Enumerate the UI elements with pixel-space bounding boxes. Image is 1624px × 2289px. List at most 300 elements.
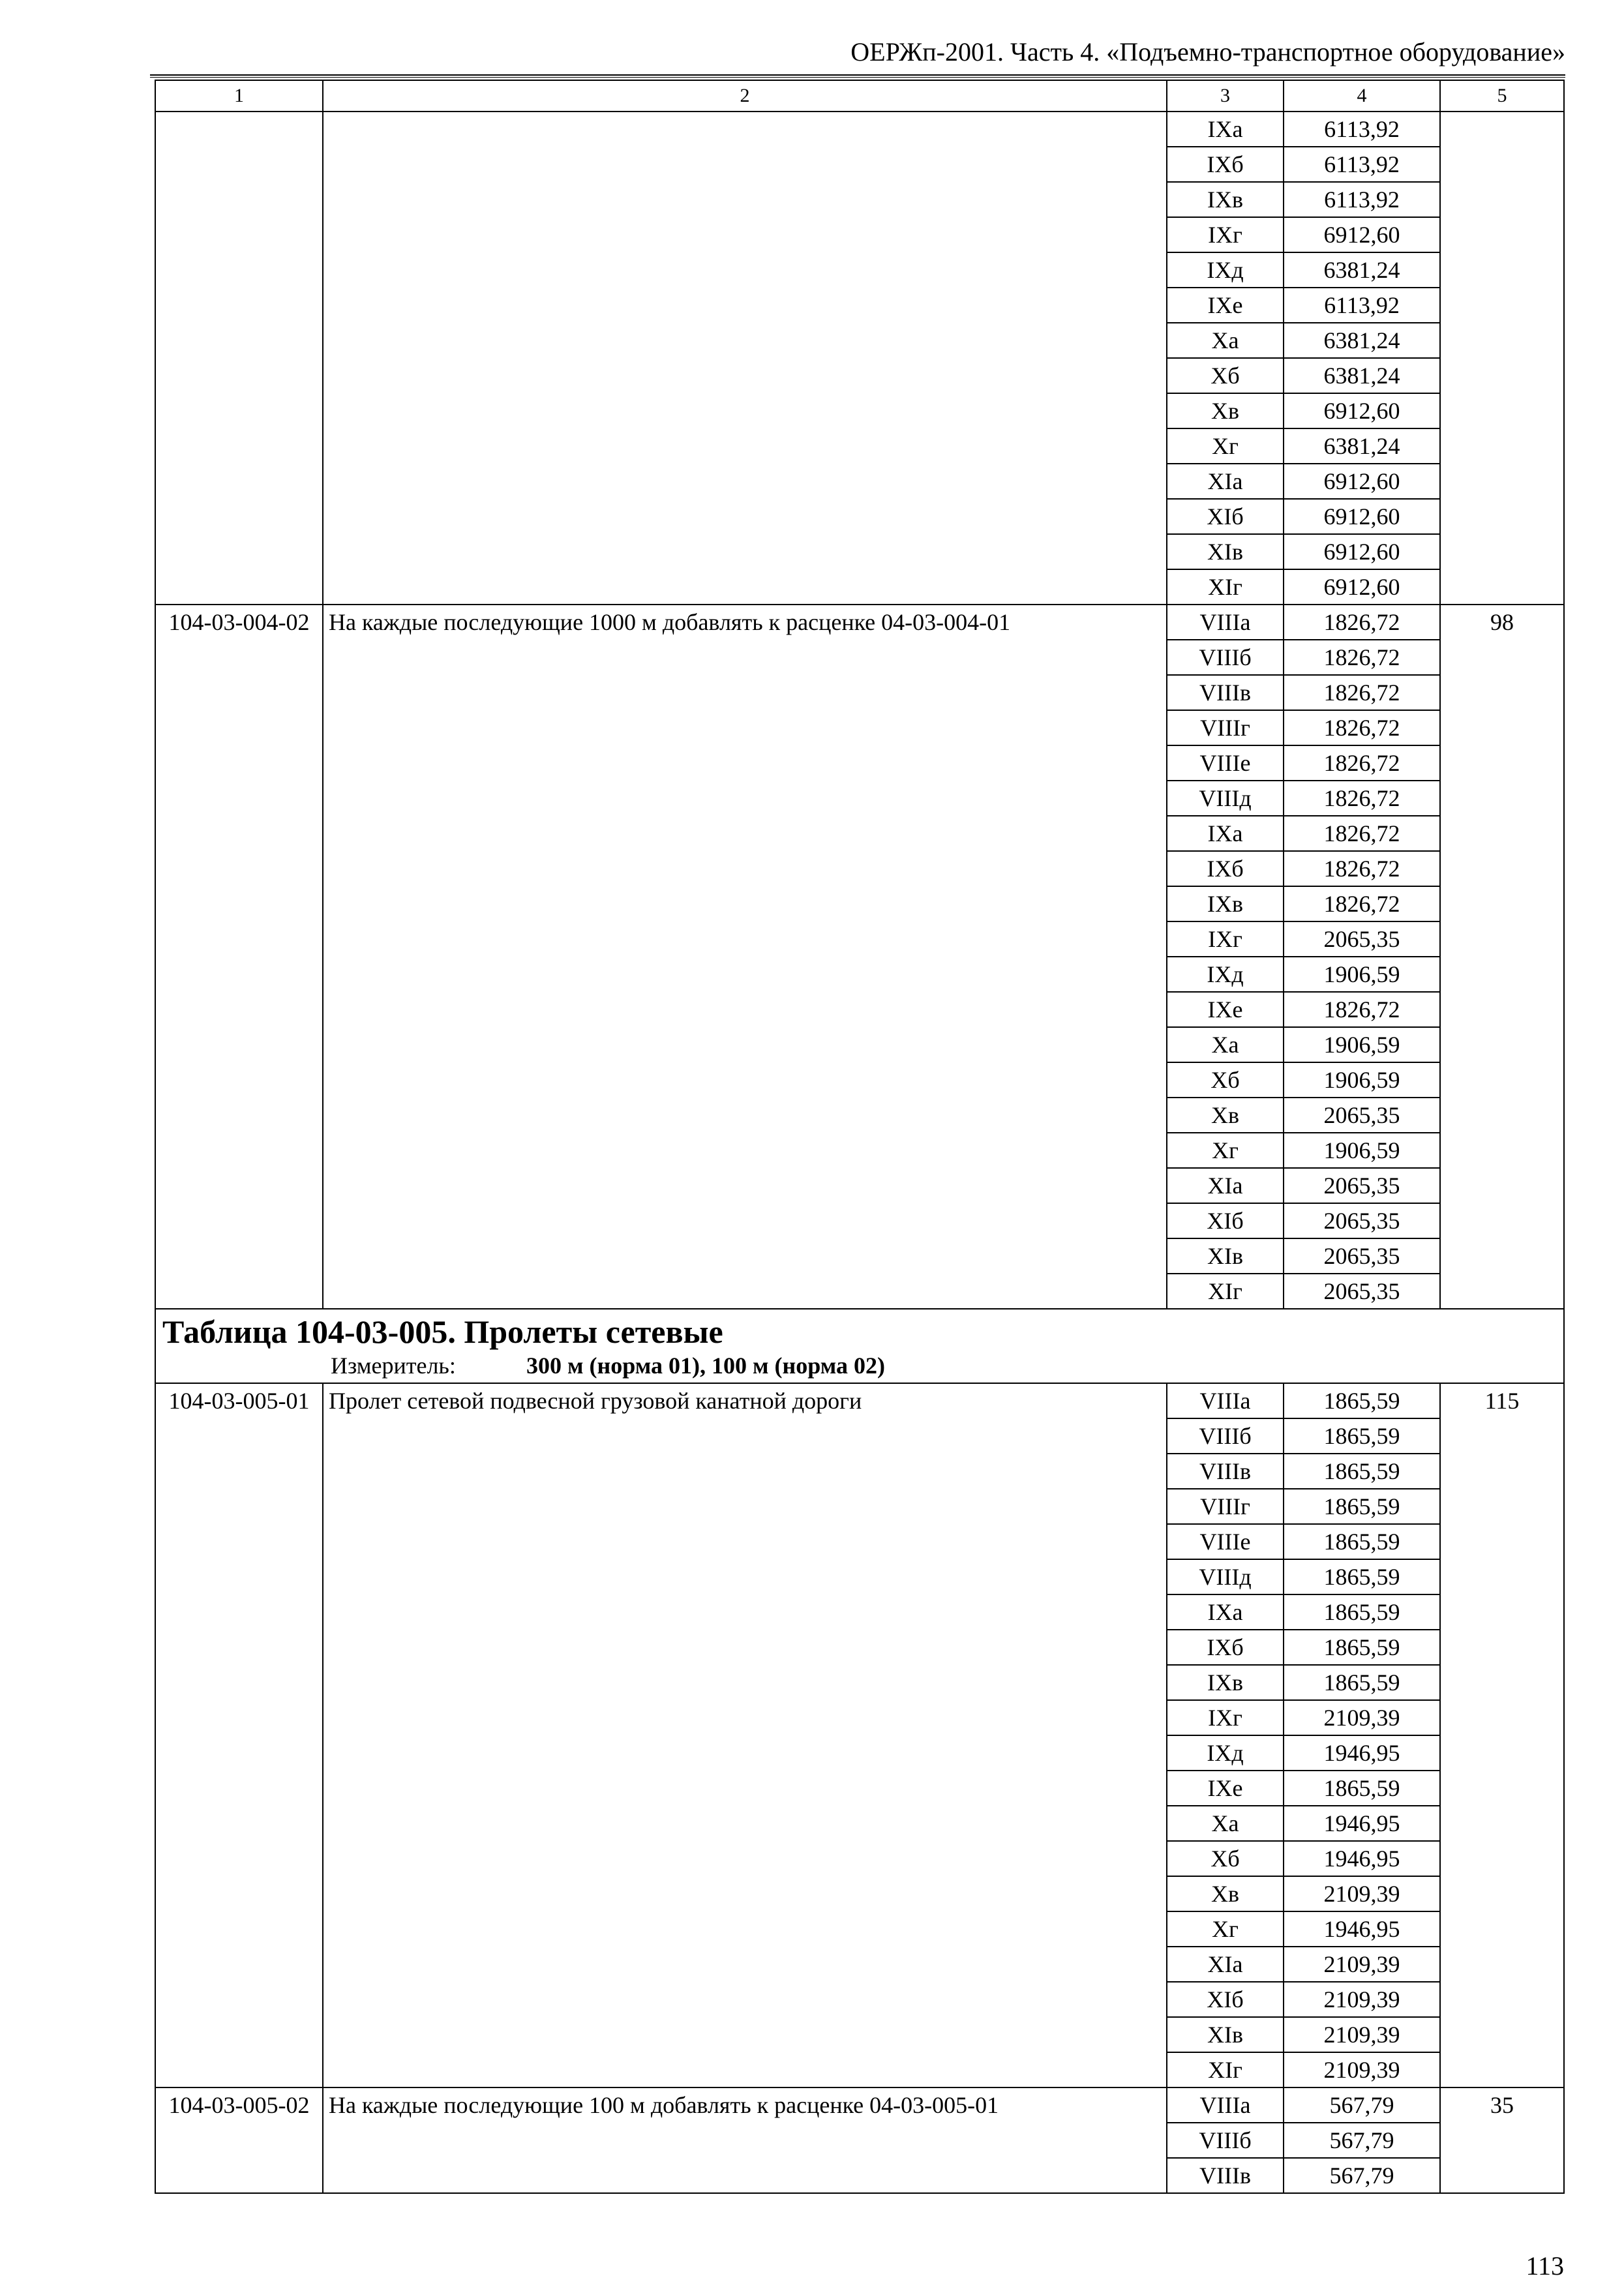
price-cell: 6381,24: [1284, 428, 1440, 464]
rate-description-cell: [323, 288, 1167, 323]
rate-code-cell: [155, 1700, 323, 1735]
rate-code-cell: [155, 1168, 323, 1203]
rate-description-cell: [323, 1559, 1167, 1594]
rate-code-cell: [155, 2123, 323, 2158]
table-row: [155, 1594, 1564, 1630]
norm-number-cell: 115: [1440, 1383, 1564, 1418]
rates-table-body: [155, 80, 1564, 2193]
category-cell: VIIIа: [1167, 1383, 1284, 1418]
rate-description-cell: Пролет сетевой подвесной грузовой канатной дороги: [323, 1383, 1167, 1418]
rate-description-cell: [323, 1630, 1167, 1665]
table-row: [155, 992, 1564, 1027]
rate-description-cell: [323, 1238, 1167, 1274]
rate-description-cell: [323, 710, 1167, 745]
rate-description-cell: [323, 1418, 1167, 1454]
table-row: [155, 1098, 1564, 1133]
norm-number-cell: [1440, 1982, 1564, 2017]
rate-code-cell: [155, 428, 323, 464]
table-row: [155, 252, 1564, 288]
norm-number-cell: [1440, 1630, 1564, 1665]
category-cell: IXг: [1167, 217, 1284, 252]
category-cell: VIIIе: [1167, 1524, 1284, 1559]
table-row: [155, 534, 1564, 569]
category-cell: IXа: [1167, 112, 1284, 147]
category-cell: VIIIг: [1167, 710, 1284, 745]
price-cell: 1865,59: [1284, 1594, 1440, 1630]
norm-number-cell: [1440, 1559, 1564, 1594]
category-cell: VIIIд: [1167, 1559, 1284, 1594]
price-cell: 6113,92: [1284, 112, 1440, 147]
norm-number-cell: 35: [1440, 2087, 1564, 2123]
price-cell: 6381,24: [1284, 358, 1440, 393]
category-cell: Xг: [1167, 1133, 1284, 1168]
rate-description-cell: [323, 992, 1167, 1027]
rate-code-cell: [155, 1982, 323, 2017]
rate-code-cell: [155, 1911, 323, 1947]
rate-code-cell: [155, 816, 323, 851]
rate-description-cell: [323, 1841, 1167, 1876]
norm-number-cell: [1440, 886, 1564, 921]
price-cell: 2065,35: [1284, 1238, 1440, 1274]
category-cell: Xб: [1167, 1841, 1284, 1876]
rate-description-cell: [323, 957, 1167, 992]
category-cell: VIIIб: [1167, 640, 1284, 675]
rate-description-cell: [323, 675, 1167, 710]
price-cell: 1865,59: [1284, 1630, 1440, 1665]
rate-code-cell: [155, 182, 323, 217]
rate-code-cell: [155, 1630, 323, 1665]
rate-code-cell: [155, 745, 323, 781]
category-cell: Xб: [1167, 1062, 1284, 1098]
price-cell: 2109,39: [1284, 2017, 1440, 2052]
rate-description-cell: [323, 1735, 1167, 1771]
price-cell: 1946,95: [1284, 1806, 1440, 1841]
category-cell: VIIIб: [1167, 1418, 1284, 1454]
table-row: [155, 569, 1564, 605]
category-cell: XIг: [1167, 1274, 1284, 1309]
category-cell: Xа: [1167, 1806, 1284, 1841]
rate-code-cell: [155, 464, 323, 499]
norm-number-cell: [1440, 851, 1564, 886]
rate-description-cell: [323, 1771, 1167, 1806]
price-cell: 6912,60: [1284, 534, 1440, 569]
table-row: [155, 957, 1564, 992]
rate-code-cell: [155, 1203, 323, 1238]
category-cell: XIг: [1167, 2052, 1284, 2087]
category-cell: VIIIа: [1167, 2087, 1284, 2123]
norm-number-cell: [1440, 1203, 1564, 1238]
table-row: [155, 1771, 1564, 1806]
rate-code-cell: [155, 217, 323, 252]
price-cell: 1826,72: [1284, 640, 1440, 675]
section-meter: [162, 1351, 1557, 1380]
norm-number-cell: [1440, 1841, 1564, 1876]
category-cell: IXа: [1167, 816, 1284, 851]
price-cell: 1946,95: [1284, 1841, 1440, 1876]
table-row: [155, 1806, 1564, 1841]
rate-code-cell: [155, 147, 323, 182]
rate-code-cell: [155, 1559, 323, 1594]
table-row: [155, 1524, 1564, 1559]
rate-description-cell: [323, 1454, 1167, 1489]
norm-number-cell: [1440, 1274, 1564, 1309]
table-row: [155, 182, 1564, 217]
table-row: [155, 147, 1564, 182]
norm-number-cell: [1440, 393, 1564, 428]
rate-description-cell: [323, 112, 1167, 147]
norm-number-cell: [1440, 992, 1564, 1027]
rate-code-cell: [155, 393, 323, 428]
price-cell: 6912,60: [1284, 499, 1440, 534]
rate-description-cell: [323, 816, 1167, 851]
price-cell: 1826,72: [1284, 675, 1440, 710]
price-cell: 2065,35: [1284, 1168, 1440, 1203]
price-cell: 2065,35: [1284, 921, 1440, 957]
norm-number-cell: [1440, 358, 1564, 393]
rate-code-cell: [155, 1098, 323, 1133]
norm-number-cell: [1440, 1947, 1564, 1982]
rate-description-cell: [323, 464, 1167, 499]
norm-number-cell: [1440, 2123, 1564, 2158]
norm-number-cell: [1440, 675, 1564, 710]
price-cell: 2065,35: [1284, 1203, 1440, 1238]
norm-number-cell: [1440, 2017, 1564, 2052]
rate-description-cell: [323, 499, 1167, 534]
rate-description-cell: [323, 147, 1167, 182]
rate-description-cell: [323, 1982, 1167, 2017]
norm-number-cell: [1440, 499, 1564, 534]
rate-description-cell: [323, 745, 1167, 781]
table-row: [155, 2017, 1564, 2052]
rate-description-cell: [323, 2123, 1167, 2158]
category-cell: IXв: [1167, 1665, 1284, 1700]
norm-number-cell: [1440, 112, 1564, 147]
category-cell: IXе: [1167, 288, 1284, 323]
rate-code-cell: [155, 499, 323, 534]
rate-code-cell: [155, 781, 323, 816]
category-cell: IXе: [1167, 1771, 1284, 1806]
table-row: [155, 1630, 1564, 1665]
table-row: [155, 886, 1564, 921]
rate-code-cell: [155, 1665, 323, 1700]
table-row: [155, 1700, 1564, 1735]
table-row: [155, 288, 1564, 323]
table-row: [155, 710, 1564, 745]
price-cell: 1826,72: [1284, 745, 1440, 781]
rate-description-cell: [323, 851, 1167, 886]
category-cell: XIб: [1167, 1203, 1284, 1238]
price-cell: 1865,59: [1284, 1489, 1440, 1524]
table-row: [155, 1133, 1564, 1168]
table-row: [155, 112, 1564, 147]
rate-code-cell: [155, 1062, 323, 1098]
rate-code-cell: [155, 569, 323, 605]
rate-description-cell: [323, 2158, 1167, 2193]
category-cell: Xа: [1167, 1027, 1284, 1062]
table-row: [155, 1947, 1564, 1982]
rate-code-cell: [155, 2158, 323, 2193]
price-cell: 1826,72: [1284, 781, 1440, 816]
rate-description-cell: [323, 182, 1167, 217]
rate-description-cell: [323, 640, 1167, 675]
category-cell: Xг: [1167, 1911, 1284, 1947]
norm-number-cell: [1440, 1098, 1564, 1133]
category-cell: VIIIв: [1167, 675, 1284, 710]
price-cell: 1826,72: [1284, 710, 1440, 745]
price-cell: 6912,60: [1284, 569, 1440, 605]
rate-description-cell: [323, 252, 1167, 288]
section-title: Таблица 104-03-005. Пролеты сетевые: [162, 1313, 723, 1350]
price-cell: 2109,39: [1284, 1982, 1440, 2017]
table-row: [155, 605, 1564, 640]
rate-description-cell: [323, 1168, 1167, 1203]
table-row: [155, 1841, 1564, 1876]
price-cell: 567,79: [1284, 2158, 1440, 2193]
page-number: 113: [1526, 2251, 1564, 2281]
table-row: [155, 851, 1564, 886]
category-cell: VIIIд: [1167, 781, 1284, 816]
rate-code-cell: [155, 252, 323, 288]
norm-number-cell: [1440, 2052, 1564, 2087]
norm-number-cell: [1440, 1489, 1564, 1524]
price-cell: 2109,39: [1284, 2052, 1440, 2087]
rate-code-cell: 104-03-005-02: [155, 2087, 323, 2123]
rate-code-cell: [155, 288, 323, 323]
price-cell: 6912,60: [1284, 217, 1440, 252]
column-number: 2: [323, 80, 1167, 112]
price-cell: 6113,92: [1284, 182, 1440, 217]
category-cell: VIIIв: [1167, 2158, 1284, 2193]
norm-number-cell: [1440, 1876, 1564, 1911]
price-cell: 1946,95: [1284, 1911, 1440, 1947]
price-cell: 1865,59: [1284, 1559, 1440, 1594]
rate-description-cell: На каждые последующие 100 м добавлять к расценке 04-03-005-01: [323, 2087, 1167, 2123]
column-number-row: [155, 80, 1564, 112]
rate-description-cell: [323, 569, 1167, 605]
table-row: [155, 1876, 1564, 1911]
price-cell: 2109,39: [1284, 1947, 1440, 1982]
category-cell: Xг: [1167, 428, 1284, 464]
category-cell: IXг: [1167, 921, 1284, 957]
category-cell: XIб: [1167, 1982, 1284, 2017]
price-cell: 1946,95: [1284, 1735, 1440, 1771]
price-cell: 1826,72: [1284, 816, 1440, 851]
norm-number-cell: [1440, 1911, 1564, 1947]
table-row: [155, 921, 1564, 957]
rate-description-cell: На каждые последующие 1000 м добавлять к расценке 04-03-004-01: [323, 605, 1167, 640]
table-row: [155, 393, 1564, 428]
rate-code-cell: 104-03-005-01: [155, 1383, 323, 1418]
price-cell: 1906,59: [1284, 1062, 1440, 1098]
table-row: [155, 464, 1564, 499]
norm-number-cell: [1440, 1771, 1564, 1806]
category-cell: IXд: [1167, 1735, 1284, 1771]
price-cell: 1865,59: [1284, 1665, 1440, 1700]
table-row: [155, 640, 1564, 675]
table-row: [155, 675, 1564, 710]
norm-number-cell: [1440, 288, 1564, 323]
norm-number-cell: [1440, 1594, 1564, 1630]
rate-code-cell: [155, 1238, 323, 1274]
norm-number-cell: [1440, 816, 1564, 851]
rate-description-cell: [323, 1203, 1167, 1238]
table-row: [155, 1027, 1564, 1062]
norm-number-cell: [1440, 2158, 1564, 2193]
meter-label: Измеритель:: [331, 1353, 456, 1379]
price-cell: 6912,60: [1284, 393, 1440, 428]
rate-description-cell: [323, 1700, 1167, 1735]
rate-code-cell: [155, 1133, 323, 1168]
category-cell: VIIIа: [1167, 605, 1284, 640]
rate-code-cell: [155, 710, 323, 745]
norm-number-cell: [1440, 921, 1564, 957]
table-row: [155, 1665, 1564, 1700]
price-cell: 1906,59: [1284, 957, 1440, 992]
rate-description-cell: [323, 217, 1167, 252]
price-cell: 2109,39: [1284, 1700, 1440, 1735]
norm-number-cell: [1440, 781, 1564, 816]
category-cell: IXв: [1167, 182, 1284, 217]
price-cell: 567,79: [1284, 2123, 1440, 2158]
table-row: [155, 745, 1564, 781]
category-cell: IXа: [1167, 1594, 1284, 1630]
price-cell: 567,79: [1284, 2087, 1440, 2123]
category-cell: XIа: [1167, 1168, 1284, 1203]
rate-code-cell: [155, 1454, 323, 1489]
running-header: ОЕРЖп-2001. Часть 4. «Подъемно-транспортное оборудование»: [850, 37, 1565, 67]
rate-code-cell: [155, 2017, 323, 2052]
rate-code-cell: [155, 1594, 323, 1630]
table-row: [155, 358, 1564, 393]
table-row: [155, 1982, 1564, 2017]
norm-number-cell: [1440, 745, 1564, 781]
norm-number-cell: [1440, 569, 1564, 605]
table-row: [155, 323, 1564, 358]
rate-code-cell: [155, 2052, 323, 2087]
rate-description-cell: [323, 2017, 1167, 2052]
rate-description-cell: [323, 1876, 1167, 1911]
table-row: [155, 2123, 1564, 2158]
category-cell: XIв: [1167, 1238, 1284, 1274]
rate-code-cell: [155, 1876, 323, 1911]
category-cell: IXб: [1167, 147, 1284, 182]
table-row: [155, 781, 1564, 816]
column-number: 1: [155, 80, 323, 112]
norm-number-cell: [1440, 1454, 1564, 1489]
table-row: [155, 1062, 1564, 1098]
table-row: [155, 2158, 1564, 2193]
rate-description-cell: [323, 323, 1167, 358]
rate-description-cell: [323, 1133, 1167, 1168]
table-row: [155, 1203, 1564, 1238]
category-cell: VIIIе: [1167, 745, 1284, 781]
rate-code-cell: [155, 886, 323, 921]
rate-description-cell: [323, 1027, 1167, 1062]
rate-description-cell: [323, 1274, 1167, 1309]
price-cell: 2065,35: [1284, 1098, 1440, 1133]
rate-code-cell: [155, 1418, 323, 1454]
category-cell: IXе: [1167, 992, 1284, 1027]
table-row: [155, 1168, 1564, 1203]
rate-description-cell: [323, 1911, 1167, 1947]
category-cell: Xв: [1167, 1876, 1284, 1911]
category-cell: IXд: [1167, 252, 1284, 288]
price-cell: 1826,72: [1284, 886, 1440, 921]
rate-code-cell: [155, 640, 323, 675]
price-cell: 1826,72: [1284, 851, 1440, 886]
norm-number-cell: [1440, 252, 1564, 288]
rate-code-cell: [155, 1027, 323, 1062]
rate-code-cell: [155, 534, 323, 569]
category-cell: XIв: [1167, 2017, 1284, 2052]
rate-code-cell: [155, 1524, 323, 1559]
category-cell: Xа: [1167, 323, 1284, 358]
table-row: [155, 1489, 1564, 1524]
meter-value: 300 м (норма 01), 100 м (норма 02): [526, 1353, 885, 1379]
table-row: [155, 1238, 1564, 1274]
column-number: 5: [1440, 80, 1564, 112]
price-cell: 6381,24: [1284, 252, 1440, 288]
price-cell: 1865,59: [1284, 1524, 1440, 1559]
norm-number-cell: [1440, 1806, 1564, 1841]
price-cell: 1865,59: [1284, 1418, 1440, 1454]
header-rule-thin: [150, 77, 1565, 78]
rate-code-cell: 104-03-004-02: [155, 605, 323, 640]
category-cell: IXг: [1167, 1700, 1284, 1735]
norm-number-cell: [1440, 147, 1564, 182]
norm-number-cell: [1440, 957, 1564, 992]
norm-number-cell: [1440, 323, 1564, 358]
rate-description-cell: [323, 1806, 1167, 1841]
norm-number-cell: [1440, 428, 1564, 464]
table-row: [155, 499, 1564, 534]
category-cell: XIб: [1167, 499, 1284, 534]
rates-table: [155, 80, 1565, 2194]
rate-code-cell: [155, 358, 323, 393]
column-number: 4: [1284, 80, 1440, 112]
norm-number-cell: [1440, 1418, 1564, 1454]
price-cell: 6113,92: [1284, 147, 1440, 182]
table-row: [155, 1274, 1564, 1309]
rate-description-cell: [323, 428, 1167, 464]
norm-number-cell: [1440, 1027, 1564, 1062]
norm-number-cell: [1440, 710, 1564, 745]
norm-number-cell: [1440, 534, 1564, 569]
rate-code-cell: [155, 992, 323, 1027]
norm-number-cell: [1440, 1168, 1564, 1203]
category-cell: Xв: [1167, 393, 1284, 428]
rate-description-cell: [323, 1665, 1167, 1700]
table-row: [155, 1418, 1564, 1454]
rate-code-cell: [155, 1735, 323, 1771]
table-row: [155, 1383, 1564, 1418]
rate-description-cell: [323, 358, 1167, 393]
rate-description-cell: [323, 393, 1167, 428]
price-cell: 1865,59: [1284, 1454, 1440, 1489]
norm-number-cell: [1440, 640, 1564, 675]
category-cell: VIIIг: [1167, 1489, 1284, 1524]
rate-description-cell: [323, 886, 1167, 921]
price-cell: 1865,59: [1284, 1771, 1440, 1806]
header-rule: [150, 74, 1565, 76]
table-row: [155, 816, 1564, 851]
norm-number-cell: [1440, 1238, 1564, 1274]
norm-number-cell: [1440, 1735, 1564, 1771]
rate-code-cell: [155, 1489, 323, 1524]
rate-description-cell: [323, 2052, 1167, 2087]
category-cell: VIIIв: [1167, 1454, 1284, 1489]
norm-number-cell: [1440, 217, 1564, 252]
